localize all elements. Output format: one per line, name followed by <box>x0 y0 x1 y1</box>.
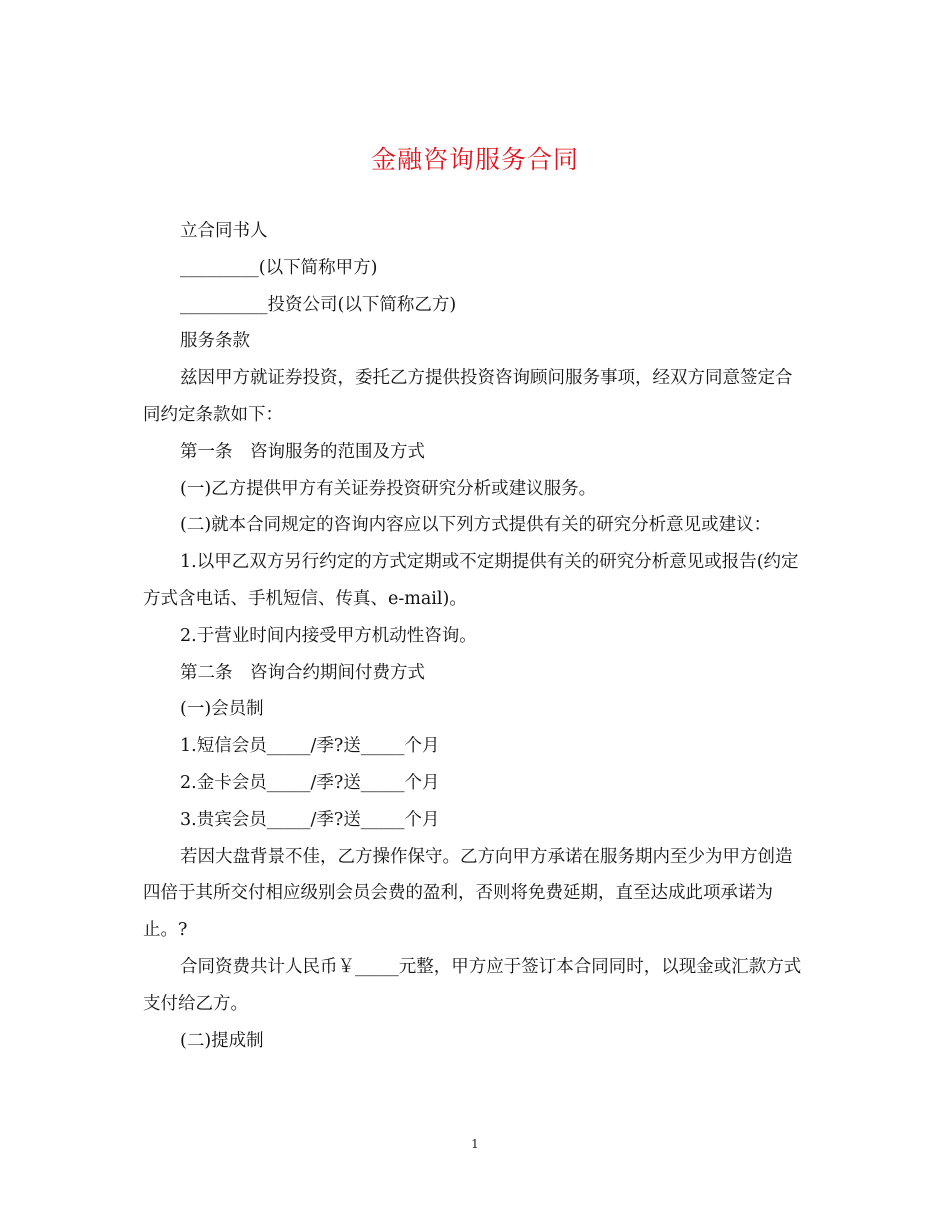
paragraph-article-2-heading: 第二条 咨询合约期间付费方式 <box>180 662 425 683</box>
paragraph-service-terms-heading: 服务条款 <box>180 331 250 352</box>
paragraph-article-1-heading: 第一条 咨询服务的范围及方式 <box>180 441 425 462</box>
document-title: 金融咨询服务合同 <box>370 145 579 174</box>
page-number: 1 <box>471 1137 479 1151</box>
paragraph-commitment: 若因大盘背景不佳，乙方操作保守。乙方向甲方承诺在服务期内至少为甲方创造四倍于其所交付相应级别会员会费的盈利，否则将免费延期，直至达成此项承诺为止。? <box>143 846 793 941</box>
paragraph-article-1-subitem-2: 2.于营业时间内接受甲方机动性咨询。 <box>180 625 477 646</box>
paragraph-article-1-subitem-1: 1.以甲乙双方另行约定的方式定期或不定期提供有关的研究分析意见或报告(约定方式含电话、手机短信、传真、e-mail)。 <box>143 552 799 609</box>
paragraph-party-b: __________投资公司(以下简称乙方) <box>180 294 457 315</box>
paragraph-parties-heading: 立合同书人 <box>180 221 268 241</box>
paragraph-fee-total: 合同资费共计人民币￥_____元整，甲方应于签订本合同同时，以现金或汇款方式支付给乙方。 <box>143 956 802 1014</box>
paragraph-article-1-item-1: (一)乙方提供甲方有关证券投资研究分析或建议服务。 <box>180 478 597 499</box>
paragraph-membership-gold: 2.金卡会员_____/季?送_____个月 <box>180 772 440 793</box>
contract-body <box>143 213 809 1059</box>
paragraph-party-a: _________(以下简称甲方) <box>180 257 378 278</box>
paragraph-article-1-item-2: (二)就本合同规定的咨询内容应以下列方式提供有关的研究分析意见或建议： <box>180 515 772 536</box>
paragraph-commission-heading: (二)提成制 <box>180 1030 264 1051</box>
paragraph-preamble: 兹因甲方就证券投资，委托乙方提供投资咨询顾问服务事项，经双方同意签定合同约定条款如下： <box>143 368 793 425</box>
paragraph-membership-sms: 1.短信会员_____/季?送_____个月 <box>180 736 440 757</box>
paragraph-membership-heading: (一)会员制 <box>180 699 264 720</box>
paragraph-membership-vip: 3.贵宾会员_____/季?送_____个月 <box>180 809 440 830</box>
